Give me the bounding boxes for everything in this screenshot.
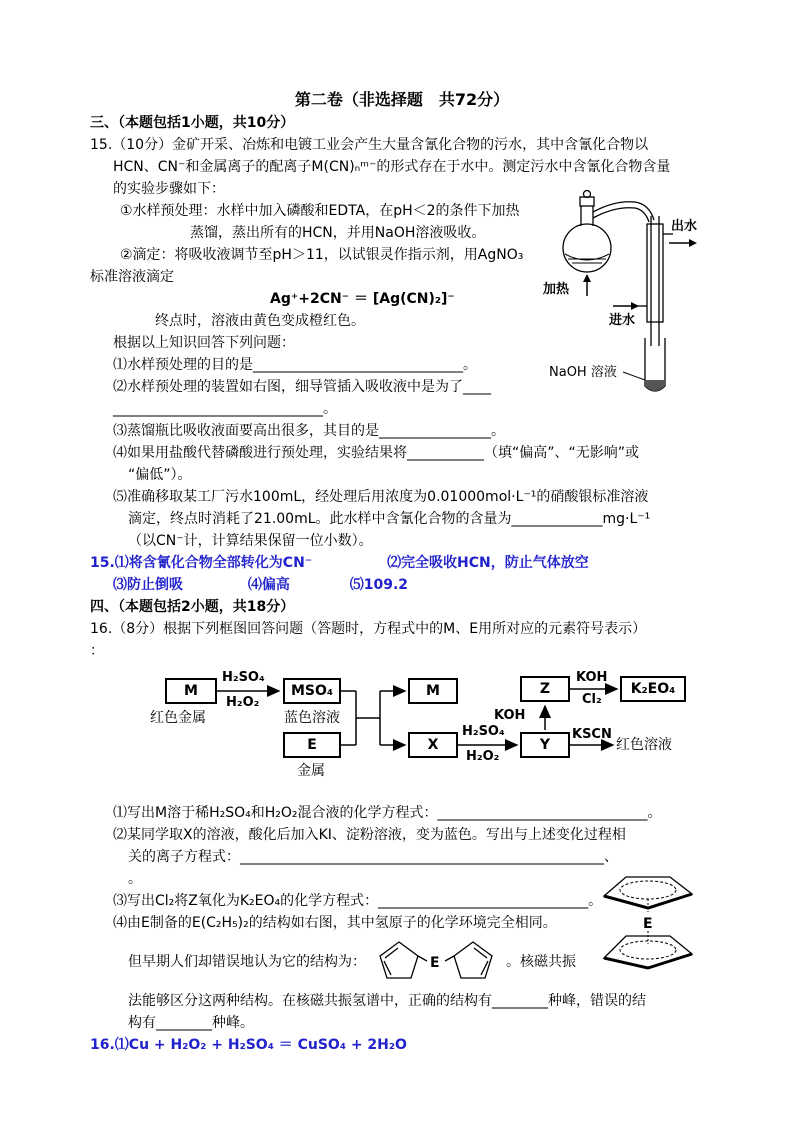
- box-m-source: M: [165, 678, 217, 704]
- box-mso4: MSO₄: [283, 678, 341, 704]
- label-h2o2-2: H₂O₂: [466, 749, 500, 764]
- q15-answer-4: ⑷偏高: [247, 577, 290, 593]
- q15-answer-row1: [90, 552, 714, 574]
- water-out-label: 出水: [671, 219, 698, 234]
- q16-intro-line2: ：: [90, 643, 104, 659]
- box-z: Z: [520, 676, 570, 702]
- q15-answer-2: ⑵完全吸收HCN，防止气体放空: [387, 555, 589, 571]
- q15-question-line: 根据以上知识回答下列问题：: [113, 335, 295, 351]
- label-metal: 金属: [297, 763, 325, 779]
- box-m-product: M: [408, 678, 458, 704]
- label-cl2: Cl₂: [582, 692, 602, 707]
- q15-blank-1: ⑴水样预处理的目的是______________________________。: [113, 357, 477, 373]
- q16-blank-3: ⑶写出Cl₂将Z氧化为K₂EO₄的化学方程式：______________________________。: [113, 893, 603, 909]
- condenser: [637, 216, 673, 346]
- wrong-structure-e-label: E: [430, 955, 440, 971]
- q15-stem-line: 的实验步骤如下：: [113, 181, 225, 197]
- wrong-structure-suffix: 。核磁共振: [506, 954, 576, 970]
- distillation-flask: [563, 191, 611, 273]
- label-koh-2: KOH: [576, 670, 608, 685]
- q15-blank-2: ⑵水样预处理的装置如右图，细导管插入吸收液中是为了____: [113, 379, 491, 395]
- q15-answer-row2: [113, 574, 714, 596]
- box-y: Y: [520, 732, 570, 758]
- q16-blank-1: ⑴写出M溶于稀H₂SO₄和H₂O₂混合液的化学方程式：______________________________。: [113, 805, 662, 821]
- q15-step1-line: ①水样预处理：水样中加入磷酸和EDTA，在pH＜2的条件下加热: [120, 203, 520, 219]
- q16-answer: 16.⑴Cu + H₂O₂ + H₂SO₄ ＝ CuSO₄ + 2H₂O: [90, 1037, 407, 1053]
- bottom-ring: [604, 931, 692, 968]
- q15-stem-line: HCN、CN⁻和金属离子的配离子M(CN)ₙᵐ⁻的形式存在于水中。测定污水中含氰化合物含量: [113, 159, 671, 175]
- q15-equation: Ag⁺+2CN⁻ ＝ [Ag(CN)₂]⁻: [270, 291, 455, 307]
- q15-answer-5: ⑸109.2: [349, 577, 409, 593]
- q15-blank-3: ⑶蒸馏瓶比吸收液面要高出很多，其目的是________________。: [113, 423, 505, 439]
- q15-endpoint-note: 终点时，溶液由黄色变成橙红色。: [155, 313, 365, 329]
- q16-blank-2c: 。: [128, 871, 142, 887]
- q16-part4-line: ⑷由E制备的E(C₂H₅)₂的结构如右图，其中氢原子的化学环境完全相同。: [113, 915, 557, 931]
- water-in-label: 进水: [609, 313, 636, 328]
- naoh-solution-label: NaOH 溶液: [549, 365, 617, 380]
- sandwich-e-label: E: [643, 916, 653, 932]
- heat-label: 加热: [543, 282, 570, 297]
- q15-blank-4: ⑷如果用盐酸代替磷酸进行预处理，实验结果将___________（填“偏高”、“无影响”或: [113, 445, 640, 461]
- label-red-solution: 红色溶液: [616, 737, 672, 753]
- q16-intro-line: 16.（8分）根据下列框图回答问题（答题时，方程式中的M、E用所对应的元素符号表示）: [90, 621, 647, 637]
- q15-blank-5c: （以CN⁻计，计算结果保留一位小数）。: [128, 533, 373, 549]
- q16-blank-2: ⑵某同学取X的溶液，酸化后加入KI、淀粉溶液，变为蓝色。写出与上述变化过程相: [113, 827, 626, 843]
- q16-nmr-line1: 法能够区分这两种结构。在核磁共振氢谱中，正确的结构有________种峰，错误的结: [128, 993, 646, 1009]
- q15-step2-line: 标准溶液滴定: [90, 269, 174, 285]
- q15-blank-5: ⑸准确移取某工厂污水100mL，经处理后用浓度为0.01000mol·L⁻¹的硝酸银标准溶液: [113, 489, 649, 505]
- q15-step2-line: ②滴定：将吸收液调节至pH＞11，以试银灵作指示剂，用AgNO₃: [120, 247, 524, 263]
- side-arm-tube: [593, 202, 654, 222]
- q15-blank-5b: 滴定，终点时消耗了21.00mL。此水样中含氰化合物的含量为_____________mg·L⁻¹: [128, 511, 651, 527]
- distillation-apparatus-figure: [535, 186, 700, 401]
- wrong-structure-figure: [370, 937, 502, 987]
- water-in-arrow: [613, 302, 639, 310]
- heat-arrow: [583, 274, 591, 296]
- section4-heading: 四、（本题包括2小题，共18分）: [90, 599, 295, 615]
- top-ring: [604, 877, 692, 912]
- q16-blank-2b: 关的离子方程式：____________________________________________________、: [128, 849, 618, 865]
- page-title: 第二卷（非选择题 共72分）: [294, 90, 510, 109]
- q16-nmr-line2: 构有________种峰。: [128, 1015, 254, 1031]
- q15-stem-line: 15.（10分）金矿开采、冶炼和电镀工业会产生大量含氰化合物的污水，其中含氰化合物以: [90, 137, 649, 153]
- label-red-metal: 红色金属: [150, 710, 206, 726]
- q15-blank-4b: “偏低”）。: [128, 467, 192, 483]
- left-cyclopentadiene-ring: [380, 942, 427, 978]
- water-out-arrow: [669, 239, 697, 247]
- q15-step1-line: 蒸馏，蒸出所有的HCN，并用NaOH溶液吸收。: [190, 225, 486, 241]
- label-h2o2-1: H₂O₂: [226, 695, 260, 710]
- q15-blank-2b: ______________________________。: [113, 401, 337, 417]
- sandwich-structure-figure: [596, 868, 700, 972]
- label-blue-solution: 蓝色溶液: [284, 710, 340, 726]
- label-h2so4-2: H₂SO₄: [462, 724, 505, 739]
- box-x: X: [408, 732, 458, 758]
- label-h2so4-1: H₂SO₄: [222, 670, 265, 685]
- q16-flowchart: [90, 670, 714, 788]
- box-k2eo4: K₂EO₄: [620, 676, 686, 702]
- section3-heading: 三、（本题包括1小题，共10分）: [90, 115, 295, 131]
- q15-answer-1: 15.⑴将含氰化合物全部转化为CN⁻: [90, 555, 313, 571]
- q15-answer-3: ⑶防止倒吸: [113, 577, 183, 593]
- right-cyclopentadiene-ring: [445, 942, 492, 978]
- wrong-structure-prefix: 但早期人们却错误地认为它的结构为：: [128, 954, 366, 970]
- label-kscn: KSCN: [572, 727, 612, 742]
- box-e-source: E: [283, 732, 341, 758]
- label-koh-up: KOH: [494, 708, 526, 723]
